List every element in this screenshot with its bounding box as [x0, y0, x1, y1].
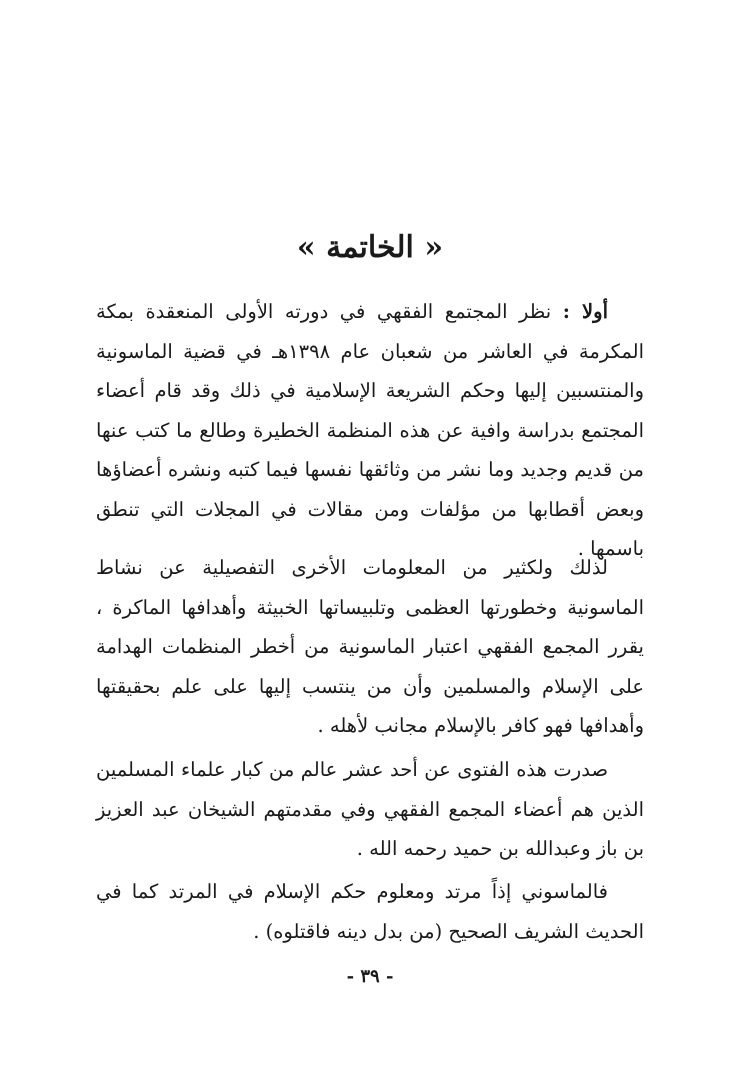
- paragraph-1-lead: أولا :: [562, 300, 608, 323]
- paragraph-1: [96, 292, 644, 569]
- paragraph-2: لذلك ولكثير من المعلومات الأخرى التفصيلية عن نشاط الماسونية وخطورتها العظمى وتلبيساتها الخبيثة وأهدافها الماكرة ، يقرر المجمع الفقهي اعتبار الماسونية من أخطر المنظمات الهدامة على الإسلام والمسلمين وأن من ينتسب إليها على علم بحقيقتها وأهدافها فهو كافر بالإسلام مجانب لأهله .: [96, 556, 644, 737]
- paragraph-1-text: نظر المجتمع الفقهي في دورته الأولى المنعقدة بمكة المكرمة في العاشر من شعبان عام ١٣٩٨هـ في قضية الماسونية والمنتسبين إليها وحكم الشريعة الإسلامية في ذلك وقد قام أعضاء المجتمع بدراسة وافية عن هذه المنظمة الخطيرة وطالع ما كتب عنها من قديم وجديد وما نشر من وثائقها نفسها فيما كتبه ونشره أعضاؤها وبعض أقطابها من مؤلفات ومن مقالات في المجلات التي تنطق باسمها .: [96, 300, 644, 560]
- paragraph-4: فالماسوني إذاً مرتد ومعلوم حكم الإسلام في المرتد كما في الحديث الشريف الصحيح (من بدل دينه فاقتلوه) .: [96, 880, 644, 943]
- paragraph-3: صدرت هذه الفتوى عن أحد عشر عالم من كبار علماء المسلمين الذين هم أعضاء المجمع الفقهي وفي مقدمتهم الشيخان عبد العزيز بن باز وعبدالله بن حميد رحمه الله .: [96, 758, 644, 860]
- chapter-title: « الخاتمة »: [296, 230, 444, 265]
- page-number: - ٣٩ -: [346, 966, 394, 987]
